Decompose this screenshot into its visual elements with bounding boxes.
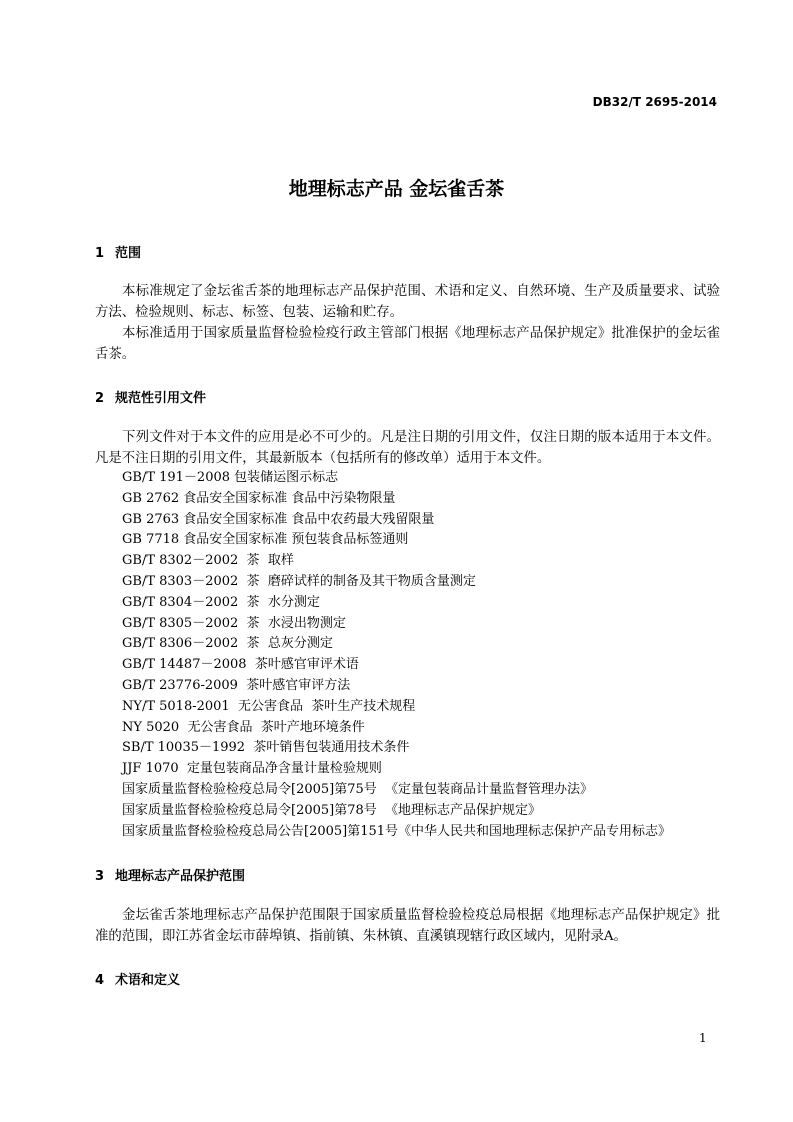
section-title: 范围: [115, 246, 142, 261]
reference-item: NY/T 5018-2001 无公害食品 茶叶生产技术规程: [122, 698, 416, 714]
reference-item: GB/T 8303－2002 茶 磨碎试样的制备及其干物质含量测定: [122, 573, 476, 589]
section-3-body: [95, 905, 720, 947]
reference-item: GB/T 191－2008 包装储运图示标志: [122, 470, 339, 485]
reference-item: 国家质量监督检验检疫总局令[2005]第75号 《定量包装商品计量监督管理办法》: [122, 781, 594, 797]
section-number: 3: [95, 869, 105, 884]
section-title: 规范性引用文件: [115, 391, 207, 406]
reference-item: 国家质量监督检验检疫总局公告[2005]第151号《中华人民共和国地理标志保护产品专用标志》: [122, 823, 672, 839]
reference-item: SB/T 10035－1992 茶叶销售包装通用技术条件: [122, 740, 410, 756]
reference-list: [122, 468, 671, 842]
reference-item: GB/T 8302－2002 茶 取样: [122, 553, 294, 569]
section-2-heading: [95, 387, 206, 406]
reference-item: 国家质量监督检验检疫总局令[2005]第78号 《地理标志产品保护规定》: [122, 802, 542, 818]
section-3-heading: [95, 865, 245, 884]
reference-item: GB/T 23776-2009 茶叶感官审评方法: [122, 677, 351, 693]
reference-item: GB/T 8304－2002 茶 水分测定: [122, 594, 320, 610]
document-title: 地理标志产品 金坛雀舌茶: [288, 178, 505, 200]
paragraph: 本标准规定了金坛雀舌茶的地理标志产品保护范围、术语和定义、自然环境、生产及质量要求、试验方法、检验规则、标志、标签、包装、运输和贮存。: [95, 284, 720, 320]
section-number: 4: [95, 973, 105, 988]
paragraph: 本标准适用于国家质量监督检验检疫行政主管部门根据《地理标志产品保护规定》批准保护的金坛雀舌茶。: [95, 326, 720, 362]
section-1-body: [95, 281, 720, 365]
reference-item: GB 2763 食品安全国家标准 食品中农药最大残留限量: [122, 511, 435, 527]
standard-code: DB32/T 2695-2014: [592, 95, 717, 109]
section-title: 术语和定义: [115, 973, 181, 988]
section-1-heading: [95, 242, 141, 261]
reference-item: GB 7718 食品安全国家标准 预包装食品标签通则: [122, 532, 409, 548]
section-4-heading: [95, 969, 180, 988]
reference-item: GB 2762 食品安全国家标准 食品中污染物限量: [122, 490, 396, 506]
reference-item: NY 5020 无公害食品 茶叶产地环境条件: [122, 719, 365, 735]
page-number: 1: [699, 1031, 707, 1045]
section-number: 1: [95, 246, 105, 261]
section-2-body: [95, 427, 720, 469]
section-title: 地理标志产品保护范围: [115, 869, 246, 884]
paragraph: 下列文件对于本文件的应用是必不可少的。凡是注日期的引用文件，仅注日期的版本适用于本文件。凡是不注日期的引用文件，其最新版本（包括所有的修改单）适用于本文件。: [95, 430, 720, 466]
reference-item: GB/T 14487－2008 茶叶感官审评术语: [122, 657, 359, 673]
reference-item: GB/T 8306－2002 茶 总灰分测定: [122, 636, 333, 652]
paragraph: 金坛雀舌茶地理标志产品保护范围限于国家质量监督检验检疫总局根据《地理标志产品保护规定》批准的范围，即江苏省金坛市薛埠镇、指前镇、朱林镇、直溪镇现辖行政区域内，见附录A。: [95, 908, 720, 944]
reference-item: JJF 1070 定量包装商品净含量计量检验规则: [122, 761, 382, 777]
section-number: 2: [95, 391, 105, 406]
reference-item: GB/T 8305－2002 茶 水浸出物测定: [122, 615, 346, 631]
